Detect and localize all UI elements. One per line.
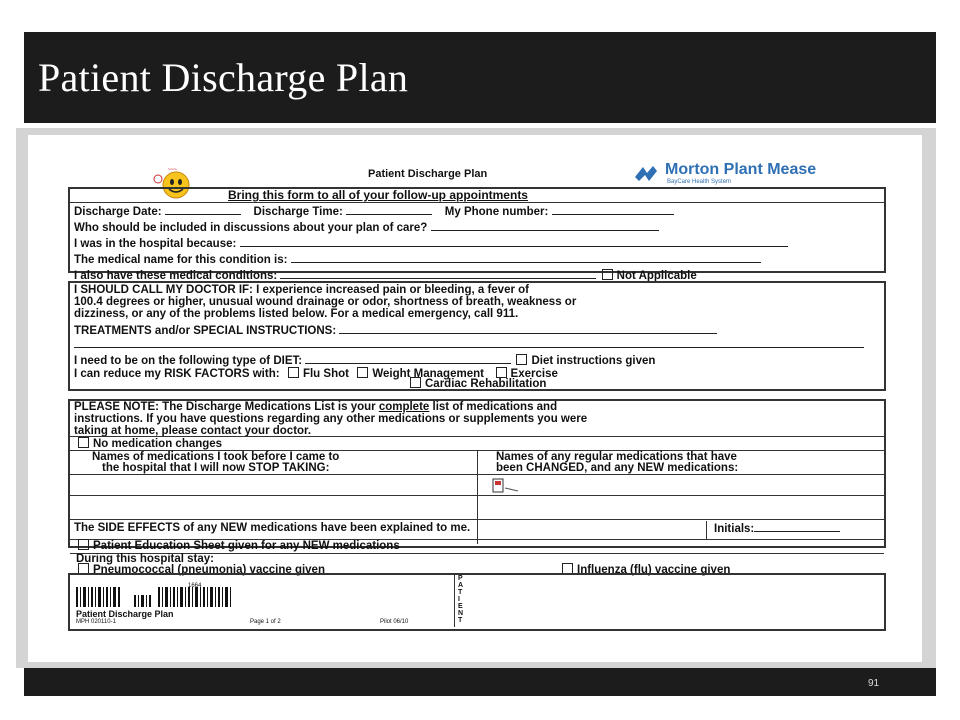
discharge-time-label: Discharge Time: (253, 206, 343, 218)
weight-management-checkbox (357, 367, 368, 378)
diet-row: I need to be on the following type of DIET: Diet instructions given (74, 355, 656, 367)
during-stay-label: During this hospital stay: (76, 553, 215, 565)
cardiac-rehab-checkbox (410, 377, 421, 388)
patient-letter: T (458, 589, 463, 596)
other-conditions-row: I also have these medical conditions: Not Applicable (74, 270, 697, 282)
side-effects-row: The SIDE EFFECTS of any NEW medications have been explained to me. (74, 522, 471, 534)
medication-sticker-icon (492, 478, 520, 494)
influenza-row: Influenza (flu) vaccine given (560, 563, 730, 576)
phone-label: My Phone number: (444, 206, 549, 218)
logo-mark-icon (633, 163, 659, 183)
risk-factors-row: I can reduce my RISK FACTORS with: Flu Shot Weight Management Exercise (74, 368, 558, 380)
divider (70, 202, 884, 203)
cardiac-rehab-row: Cardiac Rehabilitation (408, 377, 546, 390)
bring-form-notice: Bring this form to all of your follow-up appointments (228, 188, 528, 202)
column-divider (454, 575, 455, 627)
image-frame (16, 128, 936, 668)
slide-title: Patient Discharge Plan (38, 55, 409, 100)
call-doctor-line-2: 100.4 degrees or higher, unusual wound drainage or odor, shortness of breath, weakness or (74, 296, 577, 308)
divider (70, 474, 884, 475)
slide (24, 32, 936, 696)
stop-taking-header-2: the hospital that I will now STOP TAKING: (102, 462, 330, 474)
treatments-row: TREATMENTS and/or SPECIAL INSTRUCTIONS: (74, 324, 717, 337)
column-divider (477, 451, 478, 544)
stop-taking-header-1: Names of medications I took before I came to (92, 451, 340, 463)
pneumococcal-row: Pneumococcal (pneumonia) vaccine given (76, 563, 325, 576)
initials-row: Initials: (714, 522, 840, 535)
hospital-because-row: I was in the hospital because: (74, 237, 788, 250)
not-applicable-checkbox (602, 269, 613, 280)
patient-letter: I (458, 596, 460, 603)
form-title: Patient Discharge Plan (368, 168, 488, 180)
no-med-changes-checkbox (78, 437, 89, 448)
footer-form-title: Patient Discharge Plan (76, 609, 174, 619)
discharge-date-label: Discharge Date: (74, 206, 162, 218)
logo-subtitle: BayCare Health System (667, 179, 732, 185)
patient-letter: N (458, 610, 464, 617)
slide-number: 91 (868, 678, 880, 689)
medical-name-row: The medical name for this condition is: (74, 253, 761, 266)
discharge-form (28, 135, 922, 662)
discharge-date-row (74, 205, 674, 218)
who-included-row: Who should be included in discussions about your plan of care? (74, 221, 659, 234)
patient-letter: P (458, 575, 463, 582)
column-divider (706, 521, 707, 539)
svg-text:~~~: ~~~ (168, 167, 177, 173)
hospital-logo (633, 161, 888, 189)
discharge-form-image (28, 135, 922, 662)
education-sheet-row: Patient Education Sheet given for any NEW medications (76, 539, 400, 552)
footer-form-code: MPH 020110-1 (76, 619, 116, 625)
patient-letter: E (458, 603, 463, 610)
please-note-line-2: instructions. If you have questions regarding any other medications or supplements you were (74, 413, 588, 425)
barcode-number: 1664 (188, 583, 202, 589)
changed-meds-header-1: Names of any regular medications that have (496, 451, 737, 463)
call-doctor-line-3: dizziness, or any of the problems listed below. For a medical emergency, call 911. (74, 308, 519, 320)
education-sheet-checkbox (78, 539, 89, 550)
footer-page: Page 1 of 2 (250, 619, 281, 625)
please-note-line-1: PLEASE NOTE: The Discharge Medications List is your complete list of medications and (74, 401, 558, 413)
patient-letter: T (458, 617, 463, 624)
patient-letter: A (458, 582, 464, 589)
divider (70, 495, 884, 496)
please-note-line-3: taking at home, please contact your doctor. (74, 425, 312, 437)
treatments-blank-line (74, 338, 864, 351)
diet-instructions-checkbox (516, 354, 527, 365)
footer-pilot: Pilot 06/10 (380, 619, 409, 625)
changed-meds-header-2: been CHANGED, and any NEW medications: (496, 462, 739, 474)
call-doctor-line-1: I SHOULD CALL MY DOCTOR IF: I experience increased pain or bleeding, a fever of (74, 284, 529, 296)
divider (70, 519, 884, 520)
flu-shot-checkbox (288, 367, 299, 378)
barcode-icon (76, 587, 246, 607)
logo-name: Morton Plant Mease (665, 161, 817, 178)
no-med-changes-row: No medication changes (76, 437, 222, 450)
